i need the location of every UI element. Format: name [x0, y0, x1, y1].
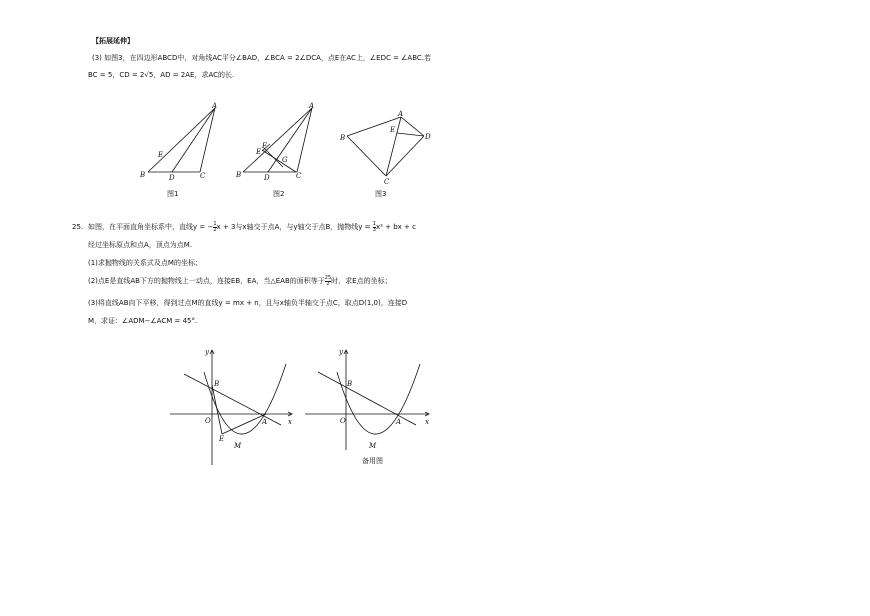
main-label-y: y	[205, 348, 209, 356]
fig3-label-d: D	[425, 133, 431, 141]
fig3-label-e: E	[390, 126, 396, 134]
q25-line1-a: 如图，在平面直角坐标系中，直线y = −	[88, 223, 214, 231]
q3-line1: (3) 如图3，在四边形ABCD中，对角线AC平分∠BAD，∠BCA = 2∠DCA，点E在AC上，∠EDC = ∠ABC.若	[92, 54, 432, 62]
q25-line1-c: x² + bx + c	[375, 223, 416, 231]
q25-fraction-25-2: $\frac{25}{2}$	[324, 274, 332, 287]
q25-part2-a: (2)点E是直线AB下方的抛物线上一动点，连接EB，EA，当△EAB的面积等于	[88, 277, 325, 285]
backup-label-b: B	[347, 380, 353, 388]
fig3-label-a: A	[398, 110, 404, 118]
section-heading: 【拓展延伸】	[92, 37, 134, 45]
q25-line1-b: x + 3与x轴交于点A，与y轴交于点B，抛物线y =	[216, 223, 373, 231]
backup-label-a: A	[396, 418, 402, 426]
fig1-label-d: D	[169, 174, 175, 182]
q25-fraction-one-third: $\frac{1}{3}$	[372, 220, 376, 233]
main-label-e: E	[219, 435, 225, 443]
q25-part2-b: 时，求E点的坐标；	[331, 277, 392, 285]
main-label-m: M	[234, 442, 242, 450]
backup-figure-caption: 备用图	[362, 457, 383, 465]
q25-fraction-one-half: $\frac{1}{2}$	[213, 220, 217, 233]
backup-label-o: O	[340, 417, 346, 425]
backup-coordinate-figure	[305, 348, 429, 450]
backup-label-x: x	[425, 418, 429, 426]
fig2-label-g: G	[282, 156, 288, 164]
fig1-label-c: C	[200, 172, 206, 180]
fig2-label-d: D	[264, 174, 270, 182]
backup-label-m: M	[369, 442, 377, 450]
main-label-b: B	[214, 380, 220, 388]
figure-3-caption: 图3	[375, 190, 387, 198]
fig2-label-b: B	[236, 171, 242, 179]
main-coordinate-figure	[170, 348, 292, 465]
fig2-label-c: C	[296, 172, 302, 180]
figure-1-caption: 图1	[167, 190, 179, 198]
q25-part1: (1)求抛物线的关系式及点M的坐标；	[88, 259, 202, 267]
fig1-label-b: B	[140, 171, 146, 179]
fig1-label-e: E	[158, 151, 164, 159]
fig3-label-c: C	[384, 178, 390, 186]
main-label-x: x	[288, 418, 292, 426]
figure-2-caption: 图2	[273, 190, 285, 198]
fig2-label-e: E	[256, 148, 262, 156]
q25-line2: 经过坐标原点和点A，顶点为点M.	[88, 241, 193, 249]
q25-part3-line1: (3)将直线AB向下平移，得到过点M的直线y = mx + n，且与x轴负半轴交于点C，取点D(1,0)，连接D	[88, 299, 408, 307]
q25-number: 25.	[72, 223, 84, 231]
main-label-o: O	[205, 417, 211, 425]
fig1-label-a: A	[212, 102, 218, 110]
fig2-label-a: A	[309, 102, 315, 110]
backup-label-y: y	[339, 348, 343, 356]
fig3-label-b: B	[340, 134, 346, 142]
q3-line2: BC = 5，CD = 2√5，AD = 2AE，求AC的长.	[88, 71, 235, 79]
q25-part3-line2: M，求证：∠ADM−∠ACM = 45°.	[88, 317, 198, 325]
main-label-a: A	[262, 418, 268, 426]
fig2-label-f: F	[262, 142, 267, 150]
